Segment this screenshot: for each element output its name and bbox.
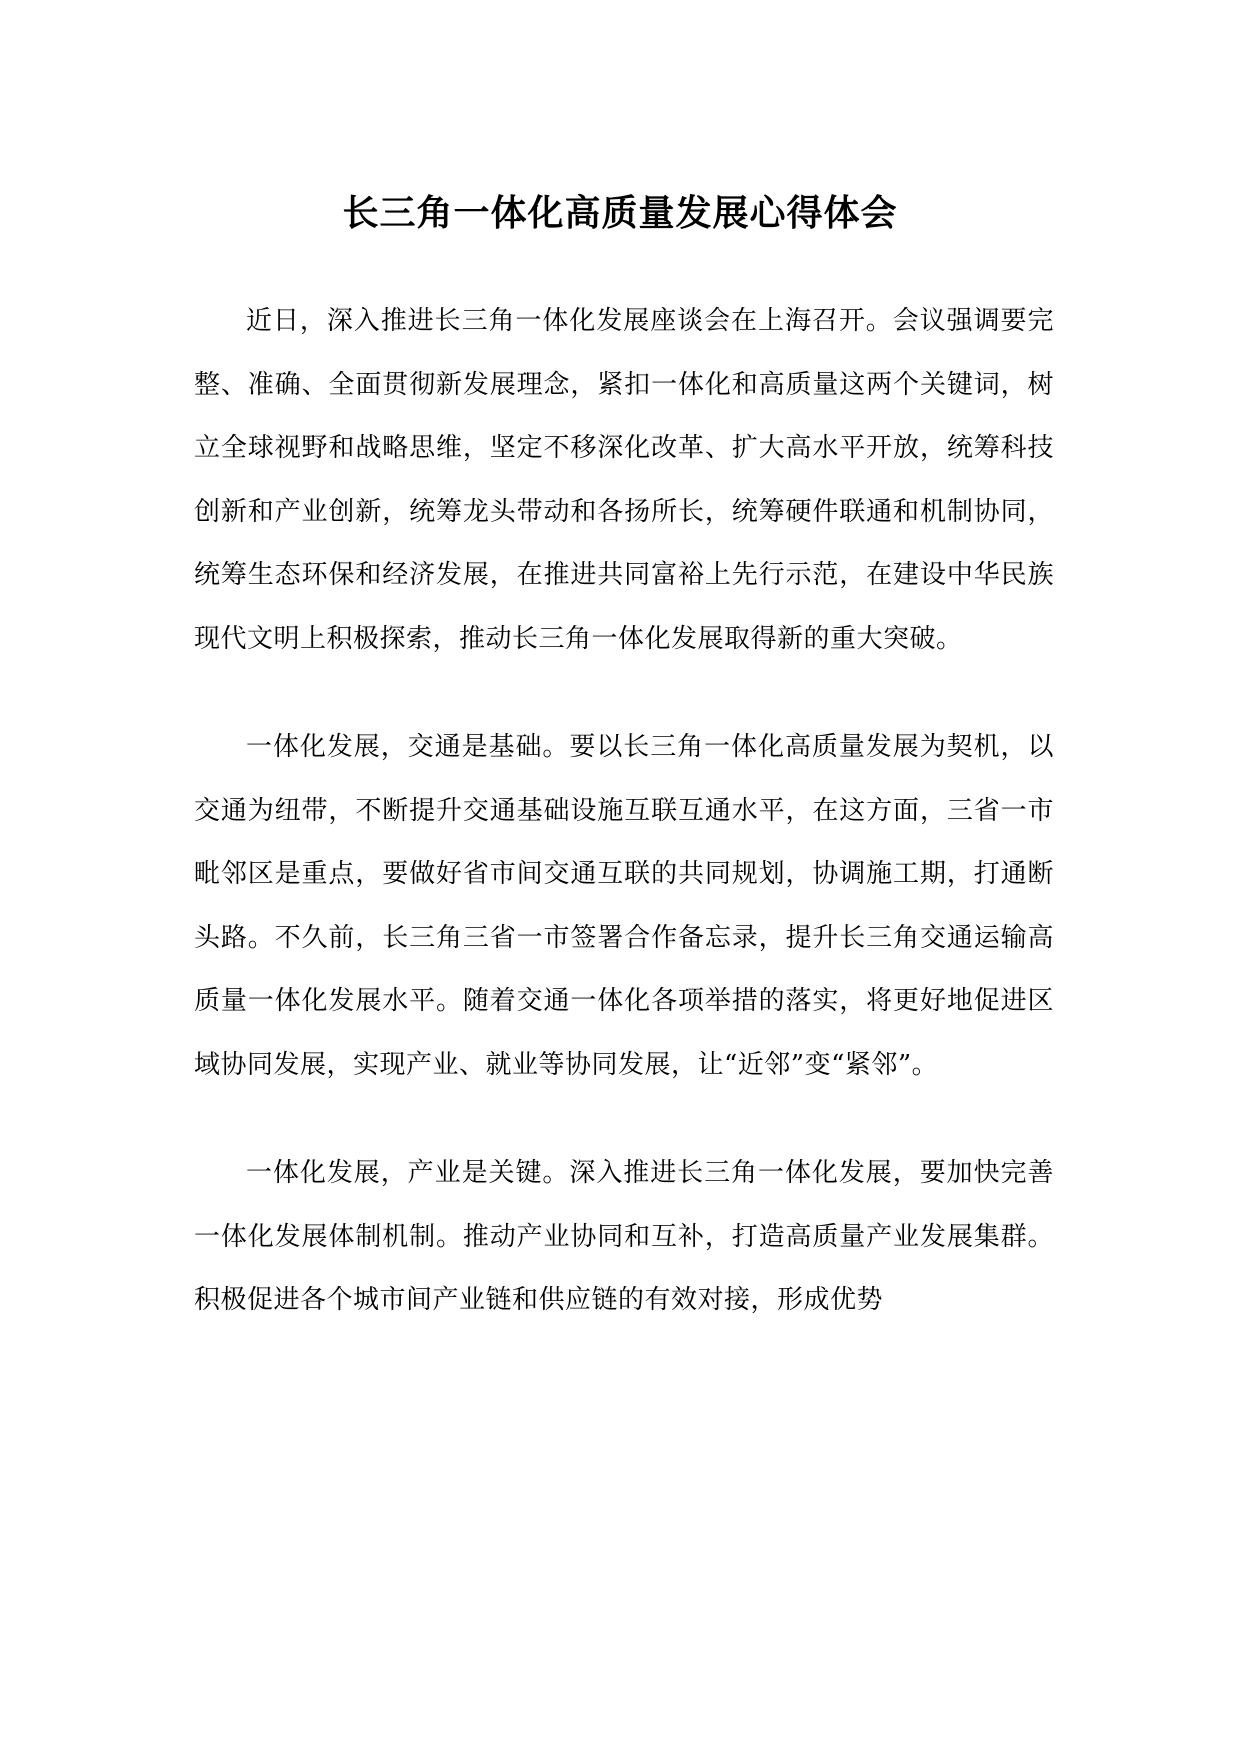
paragraph-3: 一体化发展，产业是关键。深入推进长三角一体化发展，要加快完善一体化发展体制机制。推动产业协同和互补，打造高质量产业发展集群。积极促进各个城市间产业链和供应链的有效对接，形成优势 bbox=[194, 1158, 1054, 1315]
paragraph-1: 近日，深入推进长三角一体化发展座谈会在上海召开。会议强调要完整、准确、全面贯彻新发展理念，紧扣一体化和高质量这两个关键词，树立全球视野和战略思维，坚定不移深化改革、扩大高水平开放，统筹科技创新和产业创新，统筹龙头带动和各扬所长，统筹硬件联通和机制协同，统筹生态环保和经济发展，在推进共同富裕上先行示范，在建设中华民族现代文明上积极探索，推动长三角一体化发展取得新的重大突破。 bbox=[194, 306, 1054, 654]
paragraph-2: 一体化发展，交通是基础。要以长三角一体化高质量发展为契机，以交通为纽带，不断提升交通基础设施互联互通水平，在这方面，三省一市毗邻区是重点，要做好省市间交通互联的共同规划，协调施工期，打通断头路。不久前，长三角三省一市签署合作备忘录，提升长三角交通运输高质量一体化发展水平。随着交通一体化各项举措的落实，将更好地促进区域协同发展，实现产业、就业等协同发展，让“近邻”变“紧邻”。 bbox=[194, 732, 1054, 1080]
document-body bbox=[194, 290, 1054, 1378]
document-title: 长三角一体化高质量发展心得体会 bbox=[342, 193, 898, 234]
